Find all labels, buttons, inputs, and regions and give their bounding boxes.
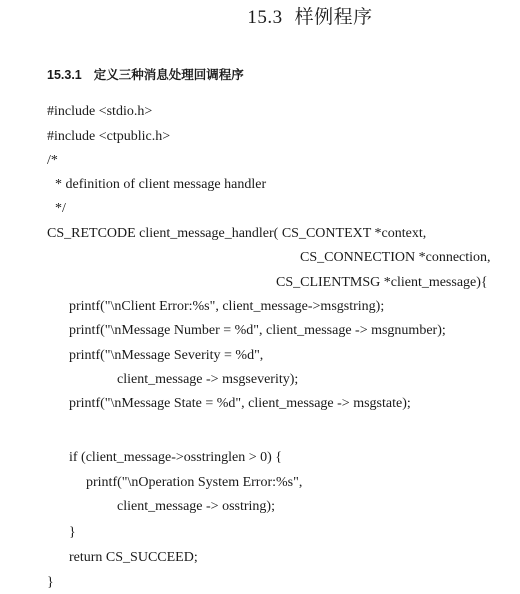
section-heading: [0, 2, 520, 29]
code-line: printf("\nMessage Number = %d", client_message -> msgnumber);: [69, 323, 446, 338]
code-line: client_message -> osstring);: [117, 499, 275, 514]
code-line: #include <stdio.h>: [47, 104, 153, 119]
code-line: CS_CONNECTION *connection,: [300, 250, 491, 265]
code-line: printf("\nMessage State = %d", client_message -> msgstate);: [69, 396, 411, 411]
code-line: #include <ctpublic.h>: [47, 129, 171, 144]
code-line: */: [55, 201, 66, 216]
code-line: CS_RETCODE client_message_handler( CS_CONTEXT *context,: [47, 226, 427, 241]
code-line: printf("\nOperation System Error:%s",: [86, 475, 303, 490]
subsection-heading: [47, 65, 244, 83]
code-line: * definition of client message handler: [55, 177, 267, 192]
code-line: client_message -> msgseverity);: [117, 372, 299, 387]
section-title: 样例程序: [294, 7, 373, 28]
subsection-number: 15.3.1: [47, 68, 82, 82]
code-line: printf("\nClient Error:%s", client_message->msgstring);: [69, 299, 385, 314]
code-line: }: [47, 575, 54, 590]
code-line: /*: [47, 153, 58, 168]
code-line: return CS_SUCCEED;: [69, 550, 198, 565]
code-line: if (client_message->osstringlen > 0) {: [69, 450, 283, 465]
code-line: }: [69, 525, 76, 540]
code-line: CS_CLIENTMSG *client_message){: [276, 275, 488, 290]
code-line: printf("\nMessage Severity = %d",: [69, 348, 264, 363]
section-number: 15.3: [247, 7, 283, 28]
subsection-title: 定义三种消息处理回调程序: [93, 68, 244, 82]
